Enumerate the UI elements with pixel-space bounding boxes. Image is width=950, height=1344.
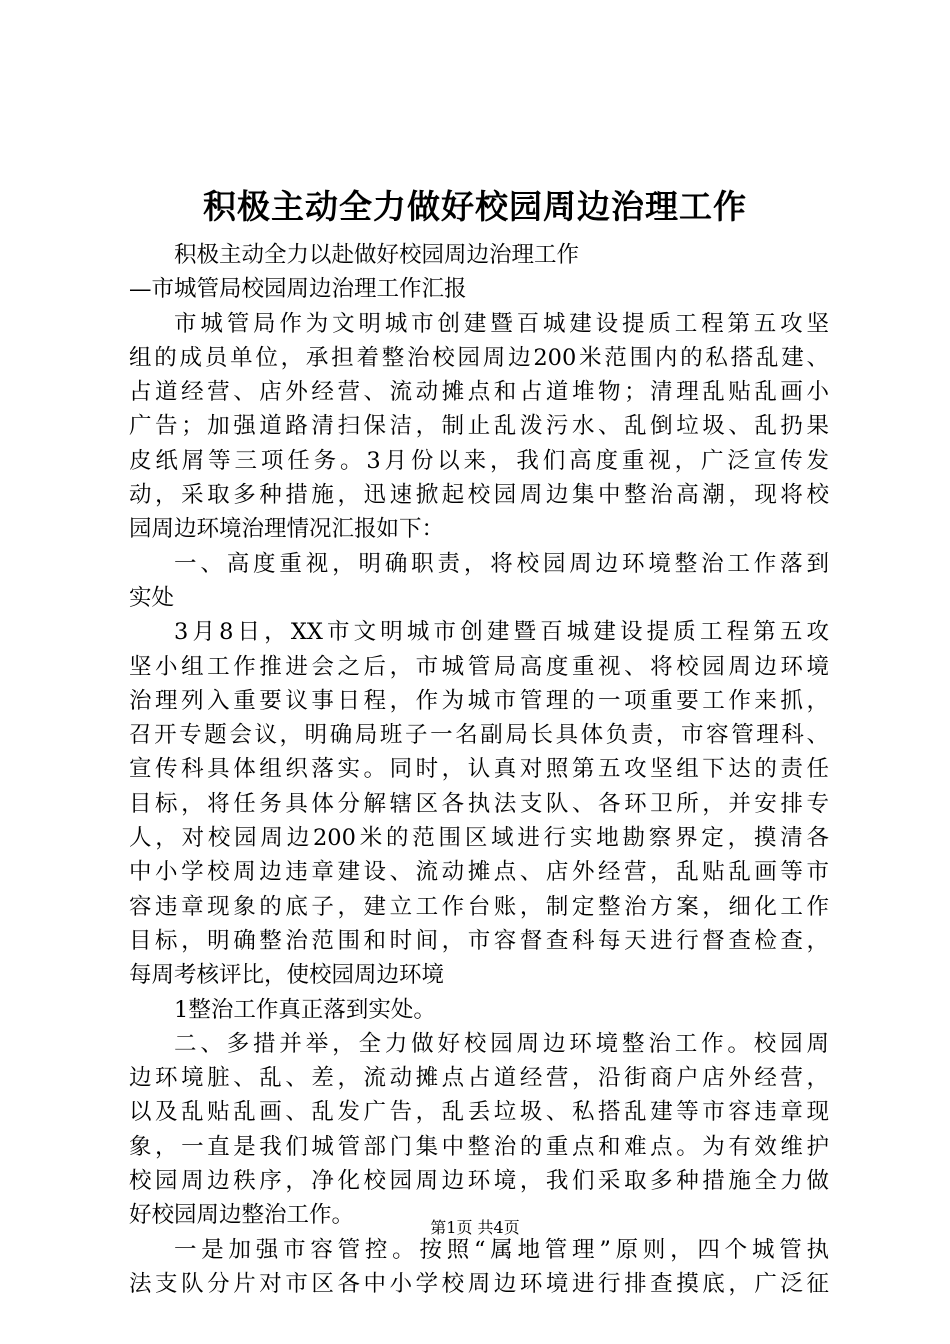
text-line: 动，采取多种措施，迅速掀起校园周边集中整治高潮，现将校	[129, 482, 829, 509]
text-line: 一是加强市容管控。按照“属地管理”原则，四个城管执	[174, 1236, 829, 1263]
text-line: 目标，明确整治范围和时间，市容督查科每天进行督查检查，	[129, 927, 829, 954]
text-line: 象，一直是我们城管部门集中整治的重点和难点。为有效维护	[129, 1133, 829, 1160]
text-line: 人，对校园周边200米的范围区域进行实地勘察界定，摸清各	[129, 825, 829, 852]
text-line: 二、多措并举，全力做好校园周边环境整治工作。校园周	[174, 1030, 829, 1057]
text-line: 治理列入重要议事日程，作为城市管理的一项重要工作来抓，	[129, 687, 829, 714]
text-line: 容违章现象的底子，建立工作台账，制定整治方案，细化工作	[129, 893, 829, 920]
text-line: 以及乱贴乱画、乱发广告，乱丢垃圾、私搭乱建等市容违章现	[129, 1099, 829, 1126]
text-line: 宣传科具体组织落实。同时，认真对照第五攻坚组下达的责任	[129, 756, 829, 783]
text-line: 坚小组工作推进会之后，市城管局高度重视、将校园周边环境	[129, 653, 829, 680]
text-line: 3月8日，XX市文明城市创建暨百城建设提质工程第五攻	[174, 619, 829, 646]
text-line: 校园周边秩序，净化校园周边环境，我们采取多种措施全力做	[129, 1168, 829, 1195]
text-line: —市城管局校园周边治理工作汇报	[129, 276, 467, 303]
text-line: 占道经营、店外经营、流动摊点和占道堆物；清理乱贴乱画小	[129, 379, 829, 406]
document-title: 积极主动全力做好校园周边治理工作	[203, 187, 747, 226]
text-line: 组的成员单位，承担着整治校园周边200米范围内的私搭乱建、	[129, 344, 829, 371]
document-body	[129, 238, 829, 1301]
page-footer: 第1页 共4页	[430, 1218, 520, 1237]
text-line: 中小学校周边违章建设、流动摊点、店外经营，乱贴乱画等市	[129, 859, 829, 886]
text-line: 园周边环境治理情况汇报如下：	[129, 516, 445, 543]
text-line: 市城管局作为文明城市创建暨百城建设提质工程第五攻坚	[174, 310, 829, 337]
text-line: 每周考核评比，使校园周边环境	[129, 962, 445, 989]
text-line: 好校园周边整治工作。	[129, 1202, 355, 1229]
text-line: 积极主动全力以赴做好校园周边治理工作	[174, 242, 580, 268]
text-line: 边环境脏、乱、差，流动摊点占道经营，沿街商户店外经营，	[129, 1065, 829, 1092]
text-line: 召开专题会议，明确局班子一名副局长具体负责，市容管理科、	[129, 722, 829, 749]
text-line: 广告；加强道路清扫保洁，制止乱泼污水、乱倒垃圾、乱扔果	[129, 413, 829, 440]
text-line: 目标，将任务具体分解辖区各执法支队、各环卫所，并安排专	[129, 790, 829, 817]
text-line: 1整治工作真正落到实处。	[174, 996, 436, 1023]
text-line: 法支队分片对市区各中小学校周边环境进行排查摸底，广泛征	[129, 1270, 829, 1297]
text-line: 皮纸屑等三项任务。3月份以来，我们高度重视，广泛宣传发	[129, 447, 829, 474]
text-line: 实处	[129, 584, 175, 611]
text-line: 一、高度重视，明确职责，将校园周边环境整治工作落到	[174, 550, 829, 577]
